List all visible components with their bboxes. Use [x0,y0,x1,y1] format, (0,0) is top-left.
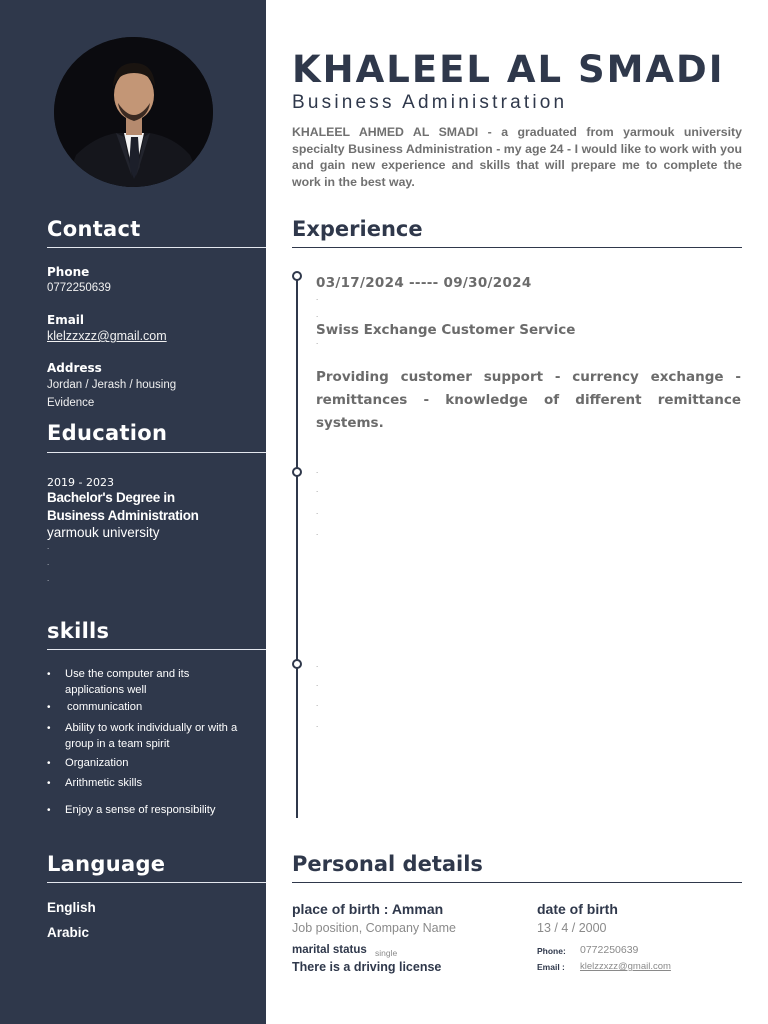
timeline-placeholder: . [316,679,319,688]
skill-item: • Enjoy a sense of responsibility [47,803,247,819]
skill-item: • Ability to work individually or with a group in a team spirit [47,721,247,752]
email-link[interactable]: klelzzxzz@gmail.com [47,329,167,343]
contact-heading: Contact [47,217,141,241]
place-of-birth: place of birth : Amman [292,901,444,917]
skill-item: • Use the computer and its applications well [47,667,247,698]
phone-label: Phone [47,265,90,279]
timeline-line [296,274,298,818]
education-divider [47,452,266,453]
timeline-placeholder: . [316,660,319,669]
timeline-placeholder: . [316,699,319,708]
address-label: Address [47,361,102,375]
address-value: Jordan / Jerash / housing Evidence [47,379,177,409]
personal-phone-value: 0772250639 [580,944,639,956]
experience-dates: 03/17/2024 ----- 09/30/2024 [316,275,532,291]
language-item: English [47,900,96,915]
marital-status-label: marital status [292,944,367,956]
experience-divider [292,247,742,248]
skill-item: • Organization [47,756,247,772]
timeline-node [292,659,302,669]
education-years: 2019 - 2023 [47,476,114,489]
profile-photo [54,37,213,187]
person-title: Business Administration [292,92,568,113]
experience-description: Providing customer support - currency exchange - remittances - knowledge of different remittance systems. [316,369,741,431]
timeline-node [292,467,302,477]
timeline-placeholder: . [316,293,319,302]
experience-title: Swiss Exchange Customer Service [316,322,576,338]
personal-details-divider [292,882,742,883]
language-item: Arabic [47,925,90,940]
profile-summary: KHALEEL AHMED AL SMADI - a graduated from yarmouk university specialty Business Administration - my age 24 - I would like to work with you and gain new experience and skills that will prepare me to complete the work in the best way. [292,125,742,189]
date-of-birth-value: 13 / 4 / 2000 [537,921,607,935]
skill-item: • communication [47,700,247,716]
job-position: Job position, Company Name [292,921,456,935]
timeline-node [292,271,302,281]
phone-value: 0772250639 [47,282,111,294]
language-heading: Language [47,852,166,876]
personal-phone-label: Phone: [537,946,566,956]
marital-status-value: single [375,948,398,958]
contact-divider [47,247,266,248]
timeline-placeholder: . [316,507,319,516]
timeline-placeholder: . [316,485,319,494]
education-degree: Bachelor's Degree in Business Administration [47,490,199,523]
education-placeholder: . [47,574,50,583]
timeline-placeholder: . [316,337,319,346]
skills-divider [47,649,266,650]
education-heading: Education [47,421,168,445]
email-label: Email [47,313,85,327]
education-placeholder: . [47,542,50,551]
personal-email-link[interactable]: klelzzxzz@gmail.com [580,961,671,972]
timeline-placeholder: . [316,310,319,319]
date-of-birth-label: date of birth [537,901,618,917]
personal-details-heading: Personal details [292,852,483,876]
timeline-placeholder: . [316,528,319,537]
education-placeholder: . [47,558,50,567]
personal-email-label: Email : [537,962,565,972]
person-name: KHALEEL AL SMADI [292,48,725,91]
driving-license: There is a driving license [292,960,442,974]
language-divider [47,882,266,883]
experience-heading: Experience [292,217,423,241]
skills-heading: skills [47,619,110,643]
timeline-placeholder: . [316,720,319,729]
profile-photo-image [54,37,213,187]
timeline-placeholder: . [316,466,319,475]
education-university: yarmouk university [47,525,160,540]
skill-item: • Arithmetic skills [47,776,247,792]
sidebar [0,0,266,1024]
